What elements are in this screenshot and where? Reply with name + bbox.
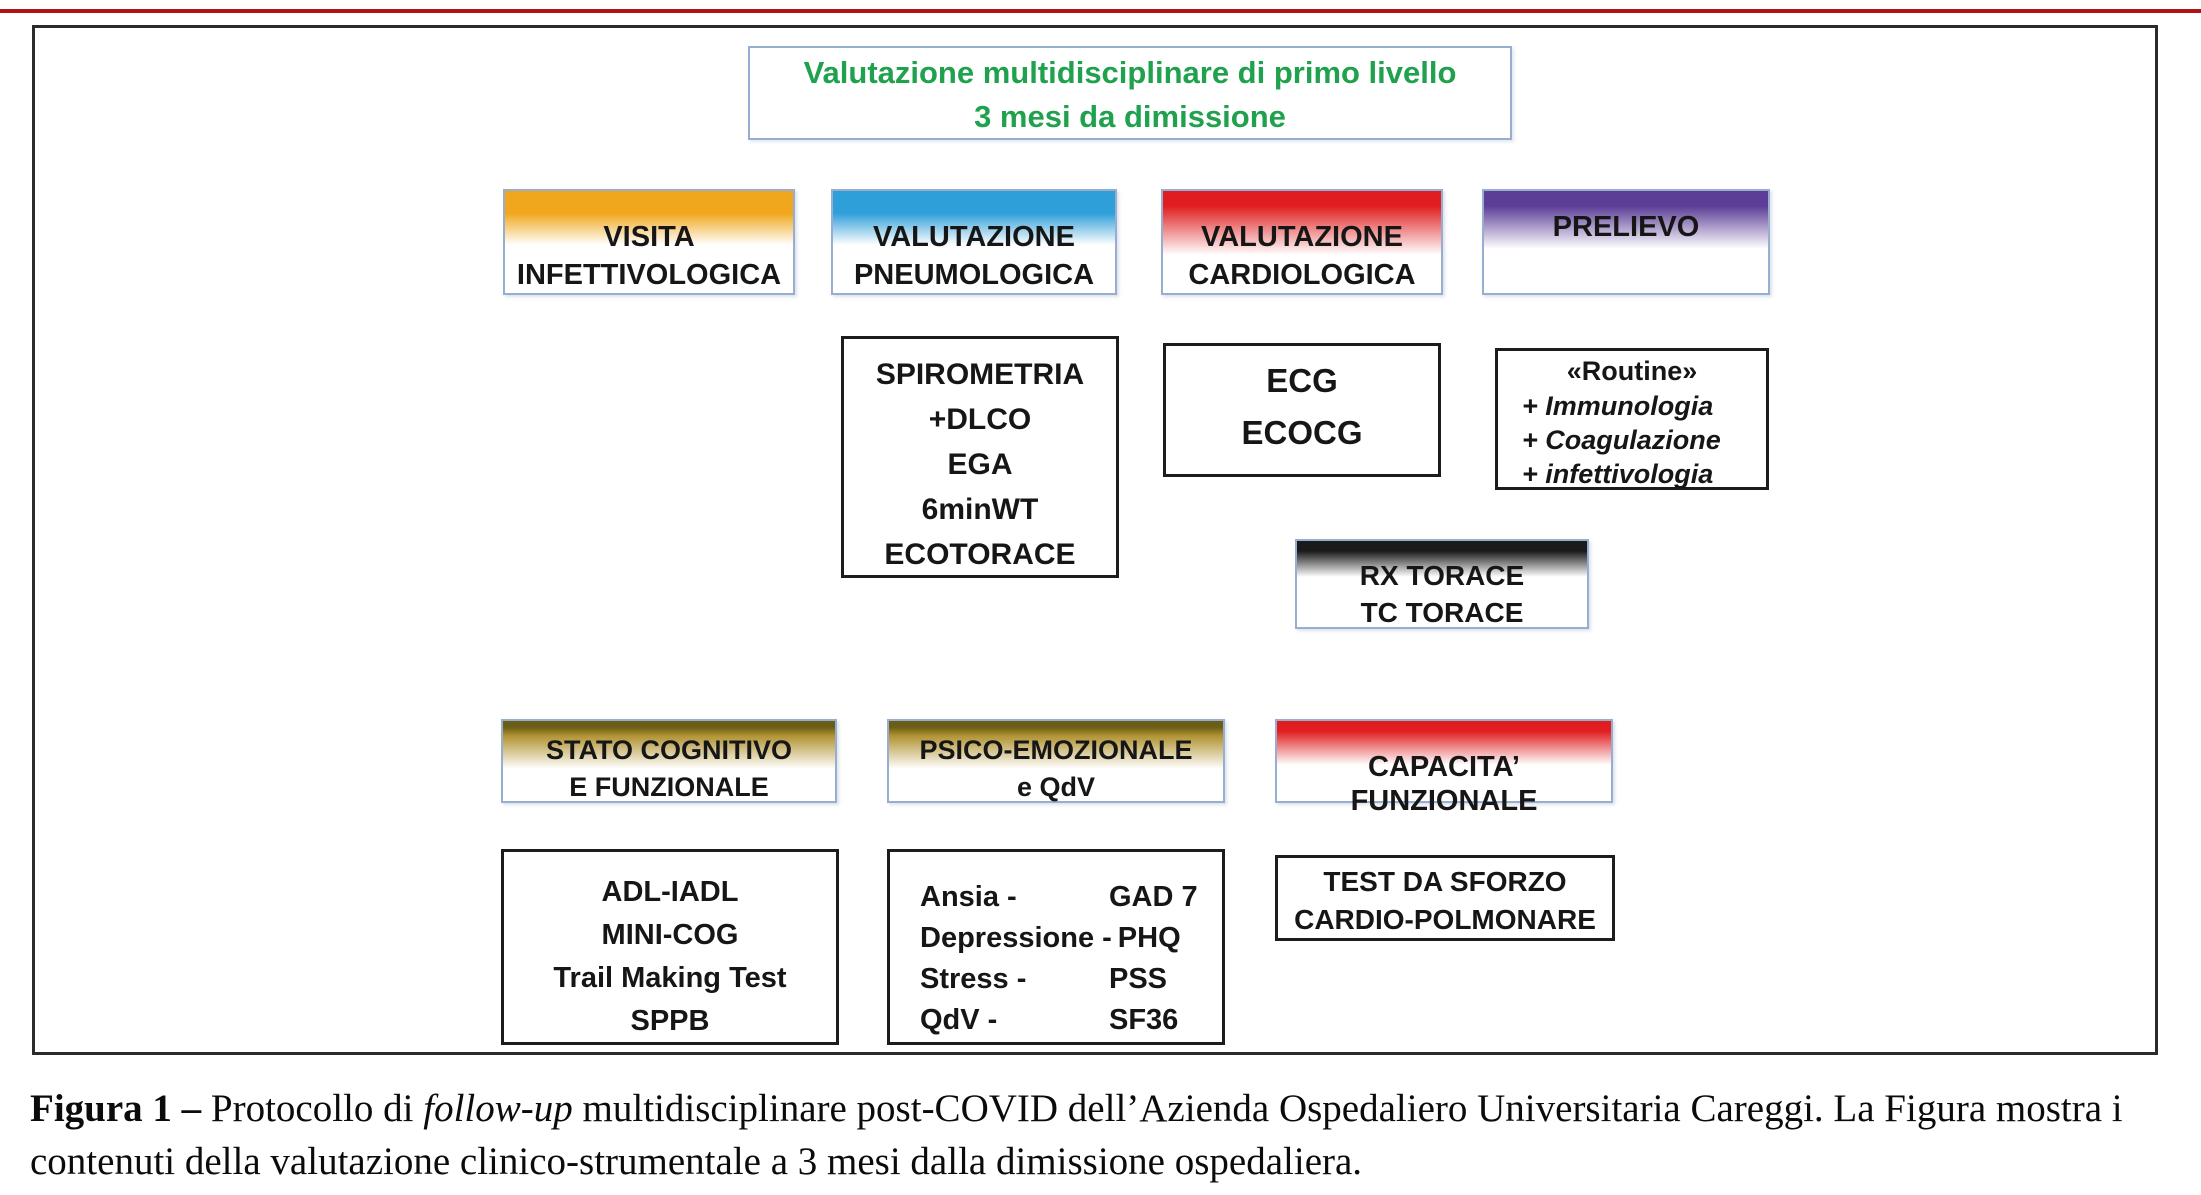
title-line-1: Valutazione multidisciplinare di primo livello	[803, 55, 1457, 90]
test-item: +DLCO	[928, 403, 1032, 436]
header-line: PRELIEVO	[1552, 211, 1700, 243]
test-value: PSS	[1109, 963, 1168, 995]
cardio-tests-box	[1163, 343, 1441, 477]
figure-caption	[30, 1082, 2180, 1188]
header-line: VISITA	[603, 221, 695, 253]
header-prelievo	[1482, 189, 1770, 295]
test-item: + Immunologia	[1522, 391, 1714, 421]
test-item: + Coagulazione	[1522, 425, 1721, 455]
header-psico-emozionale-qdv	[887, 719, 1225, 803]
test-item: ADL-IADL	[601, 876, 739, 908]
test-label: Ansia -	[920, 881, 1017, 913]
test-item: RX TORACE	[1359, 560, 1525, 591]
header-valutazione-pneumologica	[831, 189, 1117, 295]
imaging-box	[1295, 539, 1589, 629]
header-line: INFETTIVOLOGICA	[516, 259, 782, 291]
test-item: Trail Making Test	[553, 962, 787, 994]
header-line: E FUNZIONALE	[569, 772, 769, 802]
test-item: EGA	[947, 448, 1013, 481]
test-item: SPIROMETRIA	[875, 358, 1085, 391]
test-item: MINI-COG	[601, 919, 739, 951]
top-red-rule	[0, 9, 2201, 13]
test-label: Depressione -	[920, 922, 1112, 954]
figure-frame	[32, 25, 2158, 1055]
caption-text: multidisciplinare post-COVID dell’Azienda Ospedaliero Universitaria Careggi. La Figura mostra i contenuti della valutazione clinico-strumentale a 3 mesi dalla dimissione ospedaliera.	[30, 1087, 2123, 1183]
caption-figure-label: Figura 1 –	[30, 1087, 211, 1130]
test-value: SF36	[1109, 1004, 1179, 1036]
test-row	[920, 959, 1222, 1000]
test-item: ECG	[1266, 362, 1338, 399]
test-row	[920, 918, 1222, 959]
test-value: GAD 7	[1109, 881, 1198, 913]
title-line-2: 3 mesi da dimissione	[974, 99, 1286, 134]
header-line: PNEUMOLOGICA	[853, 259, 1095, 291]
test-label: QdV -	[920, 1004, 998, 1036]
header-capacita-funzionale	[1275, 719, 1613, 817]
cognitive-tests-box	[501, 849, 839, 1045]
test-item: SPPB	[630, 1005, 710, 1037]
test-value: PHQ	[1117, 922, 1181, 954]
prelievo-tests-box	[1495, 348, 1769, 490]
caption-italic-text: follow-up	[423, 1087, 573, 1130]
header-line: VALUTAZIONE	[873, 221, 1075, 253]
test-item: ECOTORACE	[884, 538, 1076, 571]
test-item: ECOCG	[1241, 414, 1363, 451]
header-line: STATO COGNITIVO	[545, 735, 792, 765]
test-label: Stress -	[920, 963, 1027, 995]
psycho-tests-box	[887, 849, 1225, 1045]
routine-title: «Routine»	[1566, 356, 1698, 386]
functional-tests-box	[1275, 855, 1615, 941]
pneumo-tests-box	[841, 336, 1119, 578]
header-stato-cognitivo-funzionale	[501, 719, 837, 803]
title-box	[748, 46, 1512, 140]
test-row	[920, 877, 1222, 918]
header-line: e QdV	[1016, 772, 1096, 802]
test-item: TC TORACE	[1360, 597, 1524, 628]
test-item: CARDIO-POLMONARE	[1294, 904, 1596, 935]
caption-text: Protocollo di	[210, 1087, 424, 1130]
header-line: VALUTAZIONE	[1201, 221, 1403, 253]
header-line: CAPACITA’ FUNZIONALE	[1350, 751, 1538, 817]
header-valutazione-cardiologica	[1161, 189, 1443, 295]
header-visita-infettivologica	[503, 189, 795, 295]
test-item: + infettivologia	[1522, 459, 1714, 489]
header-line: PSICO-EMOZIONALE	[919, 735, 1193, 765]
test-item: TEST DA SFORZO	[1323, 866, 1567, 897]
header-line: CARDIOLOGICA	[1188, 259, 1416, 291]
test-row	[920, 1000, 1222, 1041]
test-item: 6minWT	[921, 493, 1039, 526]
